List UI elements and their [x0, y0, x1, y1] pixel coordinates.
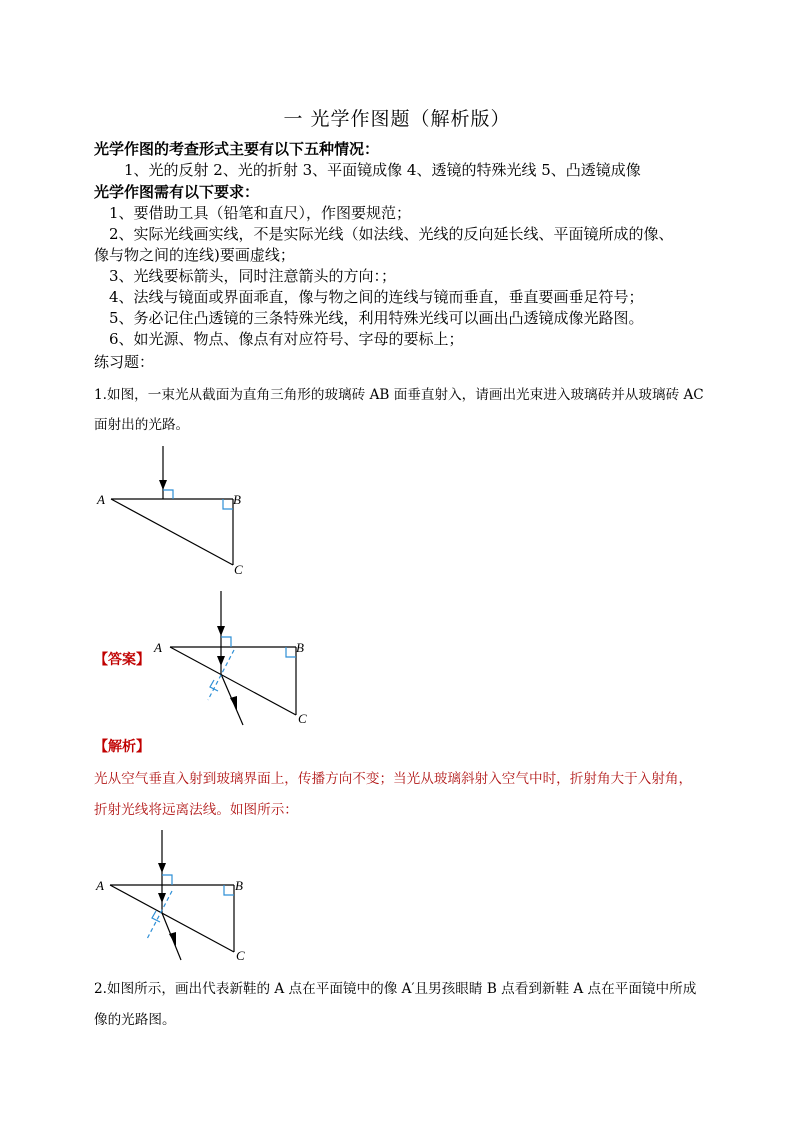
requirement-1: 1、要借助工具（铅笔和直尺），作图要规范；	[109, 204, 412, 222]
answer-label: 【答案】	[94, 652, 150, 668]
q1-text-line2: 面射出的光路。	[94, 417, 190, 433]
requirement-5: 5、务必记住凸透镜的三条特殊光线，利用特殊光线可以画出凸透镜成像光路图。	[109, 309, 644, 327]
q1-text-line1: 1.如图，一束光从截面为直角三角形的玻璃砖 AB 面垂直射入，请画出光束进入玻璃砖并从玻璃砖 AC	[94, 387, 704, 403]
label-c: C	[236, 948, 245, 963]
right-angle-mark	[163, 490, 173, 499]
label-a: A	[97, 492, 105, 507]
right-angle-mark	[162, 875, 172, 885]
right-angle-mark	[223, 499, 233, 509]
q1-figure	[90, 440, 260, 580]
arrow-icon	[217, 626, 225, 636]
intro-heading-forms: 光学作图的考查形式主要有以下五种情况：	[94, 140, 380, 158]
intro-heading-requirements: 光学作图需有以下要求：	[94, 183, 260, 201]
arrow-icon	[169, 932, 176, 946]
arrow-icon	[230, 696, 237, 710]
requirement-6: 6、如光源、物点、像点有对应符号、字母的要标上；	[109, 330, 464, 348]
requirement-2: 2、实际光线画实线，不是实际光线（如法线、光线的反向延长线、平面镜所成的像、	[109, 225, 674, 243]
normal-line	[147, 891, 172, 939]
arrow-icon	[159, 480, 167, 490]
analysis-line1: 光从空气垂直入射到玻璃界面上，传播方向不变；当光从玻璃斜射入空气中时，折射角大于入射角，	[94, 771, 693, 787]
label-b: B	[296, 640, 304, 655]
requirement-3: 3、光线要标箭头，同时注意箭头的方向：；	[109, 267, 397, 285]
practice-label: 练习题：	[94, 353, 155, 371]
page-title: 一 光学作图题（解析版）	[283, 108, 511, 130]
arrow-icon	[217, 656, 225, 666]
analysis-figure	[90, 827, 265, 967]
label-c: C	[234, 562, 243, 577]
right-angle-mark	[221, 637, 231, 647]
label-b: B	[235, 878, 243, 893]
right-angle-mark	[210, 680, 218, 691]
q2-text-line2: 像的光路图。	[94, 1012, 176, 1028]
label-b: B	[233, 492, 241, 507]
intro-types: 1、光的反射 2、光的折射 3、平面镜成像 4、透镜的特殊光线 5、凸透镜成像	[124, 161, 641, 179]
requirement-4: 4、法线与镜面或界面乖直，像与物之间的连线与镜而垂直，垂直要画垂足符号；	[109, 288, 644, 306]
label-a: A	[154, 640, 162, 655]
answer-figure	[148, 588, 323, 736]
label-a: A	[96, 878, 104, 893]
right-angle-mark	[224, 885, 234, 895]
analysis-label: 【解析】	[94, 739, 150, 755]
right-angle-mark	[286, 647, 296, 657]
arrow-icon	[158, 863, 166, 873]
q2-text-line1: 2.如图所示，画出代表新鞋的 A 点在平面镜中的像 A′且男孩眼睛 B 点看到新鞋 A 点在平面镜中所成	[94, 981, 697, 997]
requirement-2-cont: 像与物之间的连线)要画虚线；	[94, 246, 295, 264]
arrow-icon	[158, 893, 166, 903]
analysis-line2: 折射光线将远离法线。如图所示：	[94, 802, 298, 818]
label-c: C	[298, 711, 307, 726]
